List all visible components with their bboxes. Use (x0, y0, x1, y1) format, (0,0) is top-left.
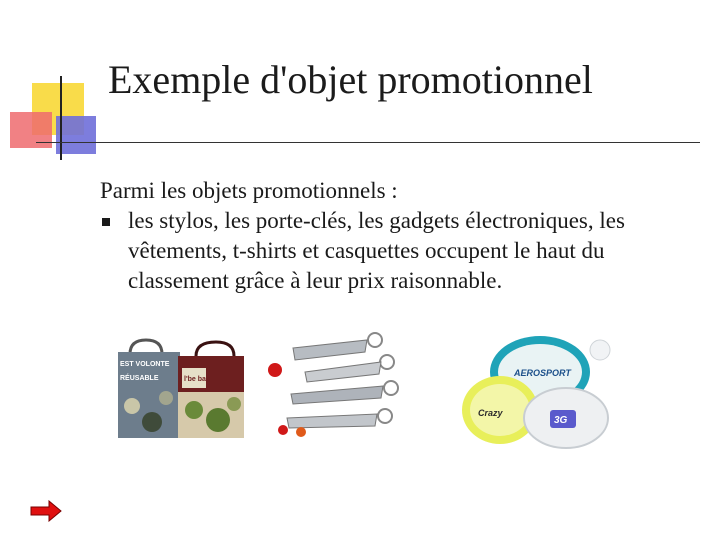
bullet-text: les stylos, les porte-clés, les gadgets électroniques, les vêtements, t-shirts et casquettes occupent le haut du classement grâce à leur prix raisonnable. (128, 208, 625, 293)
bag-label-3: l'be bag (184, 376, 211, 383)
frisbees-image (460, 332, 612, 450)
product-images (100, 330, 620, 450)
slide-title: Exemple d'objet promotionnel (108, 57, 593, 102)
logo-blue-square (56, 116, 96, 154)
bag-label-1: EST VOLONTE (120, 361, 170, 368)
frisbee-label-1: AEROSPORT (514, 368, 571, 378)
intro-text: Parmi les objets promotionnels : (100, 178, 398, 203)
square-bullet-icon (102, 218, 110, 226)
bullet-item (100, 206, 710, 296)
frisbee-label-3: 3G (554, 415, 568, 426)
tote-bags-image (108, 336, 258, 446)
arrow-right-icon[interactable] (30, 500, 62, 522)
slide-body (100, 176, 710, 296)
title-divider (36, 142, 700, 143)
frisbee-label-2: Crazy (478, 408, 503, 418)
logo-vertical-line (60, 76, 62, 160)
keychains-image (265, 330, 410, 440)
bag-label-2: RÉUSABLE (120, 375, 159, 382)
